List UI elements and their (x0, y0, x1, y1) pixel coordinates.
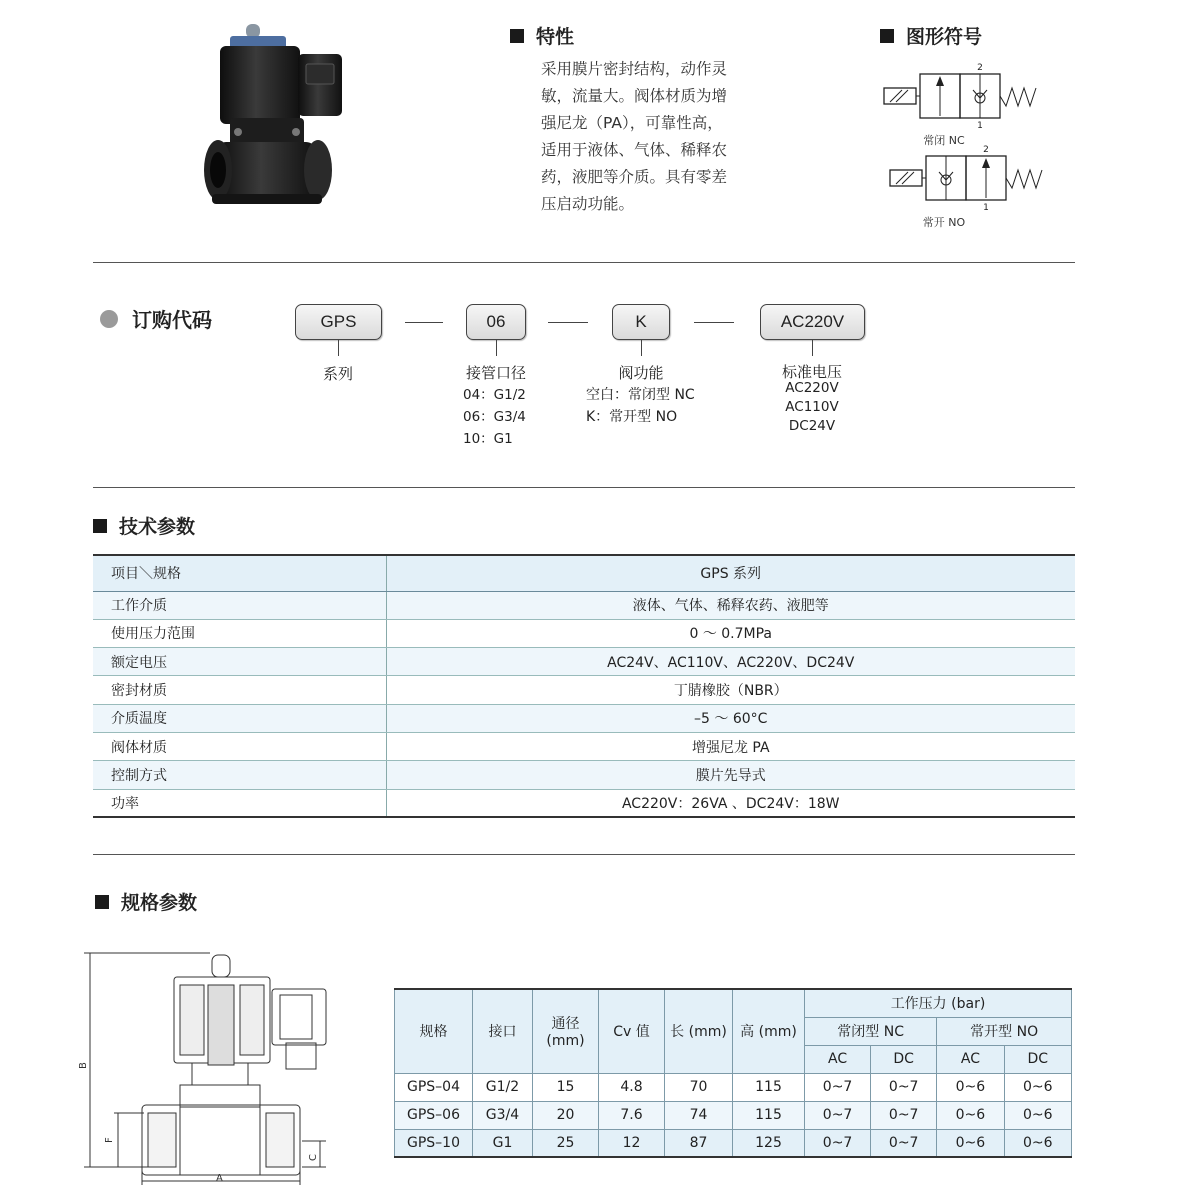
dim-label-c: C (308, 1154, 319, 1161)
features-line: 药，液肥等介质。具有零差 (541, 168, 728, 186)
voltage-options (762, 379, 862, 436)
square-bullet-icon (93, 519, 107, 533)
param-name: 密封材质 (93, 676, 386, 704)
code-tick (641, 340, 642, 356)
caption-series: 系列 (322, 365, 353, 383)
param-name: 工作介质 (93, 591, 386, 619)
cell: 87 (665, 1129, 733, 1157)
circle-bullet-icon (100, 310, 118, 328)
param-name: 控制方式 (93, 761, 386, 789)
code-tick (812, 340, 813, 356)
col-header-no: 常开型 NO (937, 1017, 1072, 1045)
cell: 7.6 (599, 1101, 665, 1129)
voltage-option: AC110V (785, 399, 839, 415)
col-header-length: 长 (mm) (665, 989, 733, 1073)
port-top-label: 2 (977, 63, 983, 73)
param-value: AC24V、AC110V、AC220V、DC24V (386, 648, 1075, 676)
param-name: 功率 (93, 789, 386, 817)
table-row (93, 789, 1075, 817)
dim-label-b: B (78, 1062, 89, 1069)
cell: 0~7 (871, 1129, 937, 1157)
caption-function: 阀功能 (618, 364, 664, 382)
square-bullet-icon (510, 29, 524, 43)
square-bullet-icon (95, 895, 109, 909)
table-row (93, 591, 1075, 619)
features-line: 采用膜片密封结构，动作灵 (541, 60, 728, 78)
cell: G1 (473, 1129, 533, 1157)
col-header-port: 接口 (473, 989, 533, 1073)
features-title: 特性 (536, 26, 575, 48)
cell: 0~7 (805, 1129, 871, 1157)
cell: 0~7 (805, 1073, 871, 1101)
divider (93, 487, 1075, 488)
features-line: 强尼龙（PA），可靠性高， (541, 114, 723, 132)
code-tick (338, 340, 339, 356)
cell: 0~7 (871, 1101, 937, 1129)
dim-label-f: F (104, 1137, 115, 1143)
pipe-option: 04：G1/2 (463, 387, 526, 403)
divider (93, 262, 1075, 263)
spec-table (394, 988, 1072, 1158)
param-name: 阀体材质 (93, 732, 386, 760)
col-header-ac: AC (937, 1045, 1004, 1073)
table-row (93, 648, 1075, 676)
features-heading (510, 22, 574, 49)
table-row (395, 1101, 1072, 1129)
cell: 0~6 (1004, 1129, 1071, 1157)
col-header-dc: DC (871, 1045, 937, 1073)
symbols-title: 图形符号 (906, 26, 983, 48)
table-header-cell: 项目＼规格 (93, 555, 386, 591)
voltage-option: DC24V (788, 418, 836, 434)
code-box-function: K (612, 304, 670, 340)
cell: 0~7 (871, 1073, 937, 1101)
dimension-drawing (80, 945, 360, 1190)
cell: 20 (533, 1101, 599, 1129)
cell: 74 (665, 1101, 733, 1129)
cell: 115 (733, 1073, 805, 1101)
port-bottom-label: 1 (977, 121, 983, 131)
caption-voltage: 标准电压 (781, 363, 842, 381)
cell: 25 (533, 1129, 599, 1157)
symbols-heading (880, 22, 982, 49)
features-line: 压启动功能。 (541, 195, 635, 213)
param-value: 增强尼龙 PA (386, 732, 1075, 760)
code-dash (548, 322, 588, 323)
cell: 0~6 (937, 1129, 1004, 1157)
caption-pipe: 接管口径 (465, 364, 526, 382)
col-header-ac: AC (805, 1045, 871, 1073)
cell: 0~6 (937, 1073, 1004, 1101)
port-top-label: 2 (983, 145, 989, 155)
product-photo (190, 20, 370, 220)
table-header-row (395, 989, 1072, 1017)
param-name: 使用压力范围 (93, 619, 386, 647)
param-value: 0 ～ 0.7MPa (386, 619, 1075, 647)
tech-title: 技术参数 (119, 516, 196, 538)
cell: GPS–10 (395, 1129, 473, 1157)
cell: 4.8 (599, 1073, 665, 1101)
table-row (395, 1129, 1072, 1157)
no-valve-symbol (882, 142, 1052, 232)
param-value: –5 ～ 60°C (386, 704, 1075, 732)
code-box-voltage: AC220V (760, 304, 865, 340)
col-header-bore: 通径 (mm) (533, 989, 599, 1073)
param-name: 额定电压 (93, 648, 386, 676)
cell: G1/2 (473, 1073, 533, 1101)
table-row (93, 619, 1075, 647)
no-label: 常开 NO (922, 216, 966, 229)
cell: 115 (733, 1101, 805, 1129)
square-bullet-icon (880, 29, 894, 43)
tech-heading (93, 512, 195, 539)
nc-valve-symbol (882, 60, 1052, 150)
dim-label-a: A (216, 1173, 223, 1184)
table-header-row (93, 555, 1075, 591)
pipe-option: 10：G1 (463, 431, 513, 447)
code-dash (405, 322, 443, 323)
cell: 0~6 (937, 1101, 1004, 1129)
pipe-options (463, 384, 526, 450)
col-header-model: 规格 (395, 989, 473, 1073)
cell: 125 (733, 1129, 805, 1157)
code-box-pipe: 06 (466, 304, 526, 340)
param-value: 液体、气体、稀释农药、液肥等 (386, 591, 1075, 619)
col-header-pressure: 工作压力 (bar) (805, 989, 1072, 1017)
col-header-nc: 常闭型 NC (805, 1017, 937, 1045)
cell: 0~7 (805, 1101, 871, 1129)
code-tick (496, 340, 497, 356)
table-row (93, 704, 1075, 732)
cell: 0~6 (1004, 1073, 1071, 1101)
param-name: 介质温度 (93, 704, 386, 732)
table-row (93, 761, 1075, 789)
divider (93, 854, 1075, 855)
cell: 70 (665, 1073, 733, 1101)
spec-heading (95, 888, 197, 915)
order-code-heading (100, 304, 212, 333)
nc-label: 常闭 NC (923, 134, 965, 147)
param-value: AC220V：26VA 、DC24V：18W (386, 789, 1075, 817)
col-header-height: 高 (mm) (733, 989, 805, 1073)
table-row (93, 732, 1075, 760)
cell: 12 (599, 1129, 665, 1157)
code-dash (694, 322, 734, 323)
col-header-cv: Cv 值 (599, 989, 665, 1073)
table-row (395, 1073, 1072, 1101)
function-option: 空白：常闭型 NC (586, 387, 695, 403)
function-options (586, 384, 695, 428)
tech-table (93, 554, 1075, 818)
table-row (93, 676, 1075, 704)
spec-title: 规格参数 (121, 892, 198, 914)
voltage-option: AC220V (785, 380, 839, 396)
cell: GPS–06 (395, 1101, 473, 1129)
code-box-series: GPS (295, 304, 382, 340)
table-header-cell: GPS 系列 (386, 555, 1075, 591)
param-value: 丁腈橡胶（NBR） (386, 676, 1075, 704)
col-header-dc: DC (1004, 1045, 1071, 1073)
param-value: 膜片先导式 (386, 761, 1075, 789)
function-option: K：常开型 NO (586, 409, 678, 425)
cell: 15 (533, 1073, 599, 1101)
features-line: 适用于液体、气体、稀释农 (541, 141, 728, 159)
cell: G3/4 (473, 1101, 533, 1129)
cell: GPS–04 (395, 1073, 473, 1101)
port-bottom-label: 1 (983, 203, 989, 213)
order-code-title: 订购代码 (132, 308, 212, 332)
features-line: 敏，流量大。阀体材质为增 (541, 87, 728, 105)
cell: 0~6 (1004, 1101, 1071, 1129)
features-description (541, 56, 763, 218)
pipe-option: 06：G3/4 (463, 409, 526, 425)
